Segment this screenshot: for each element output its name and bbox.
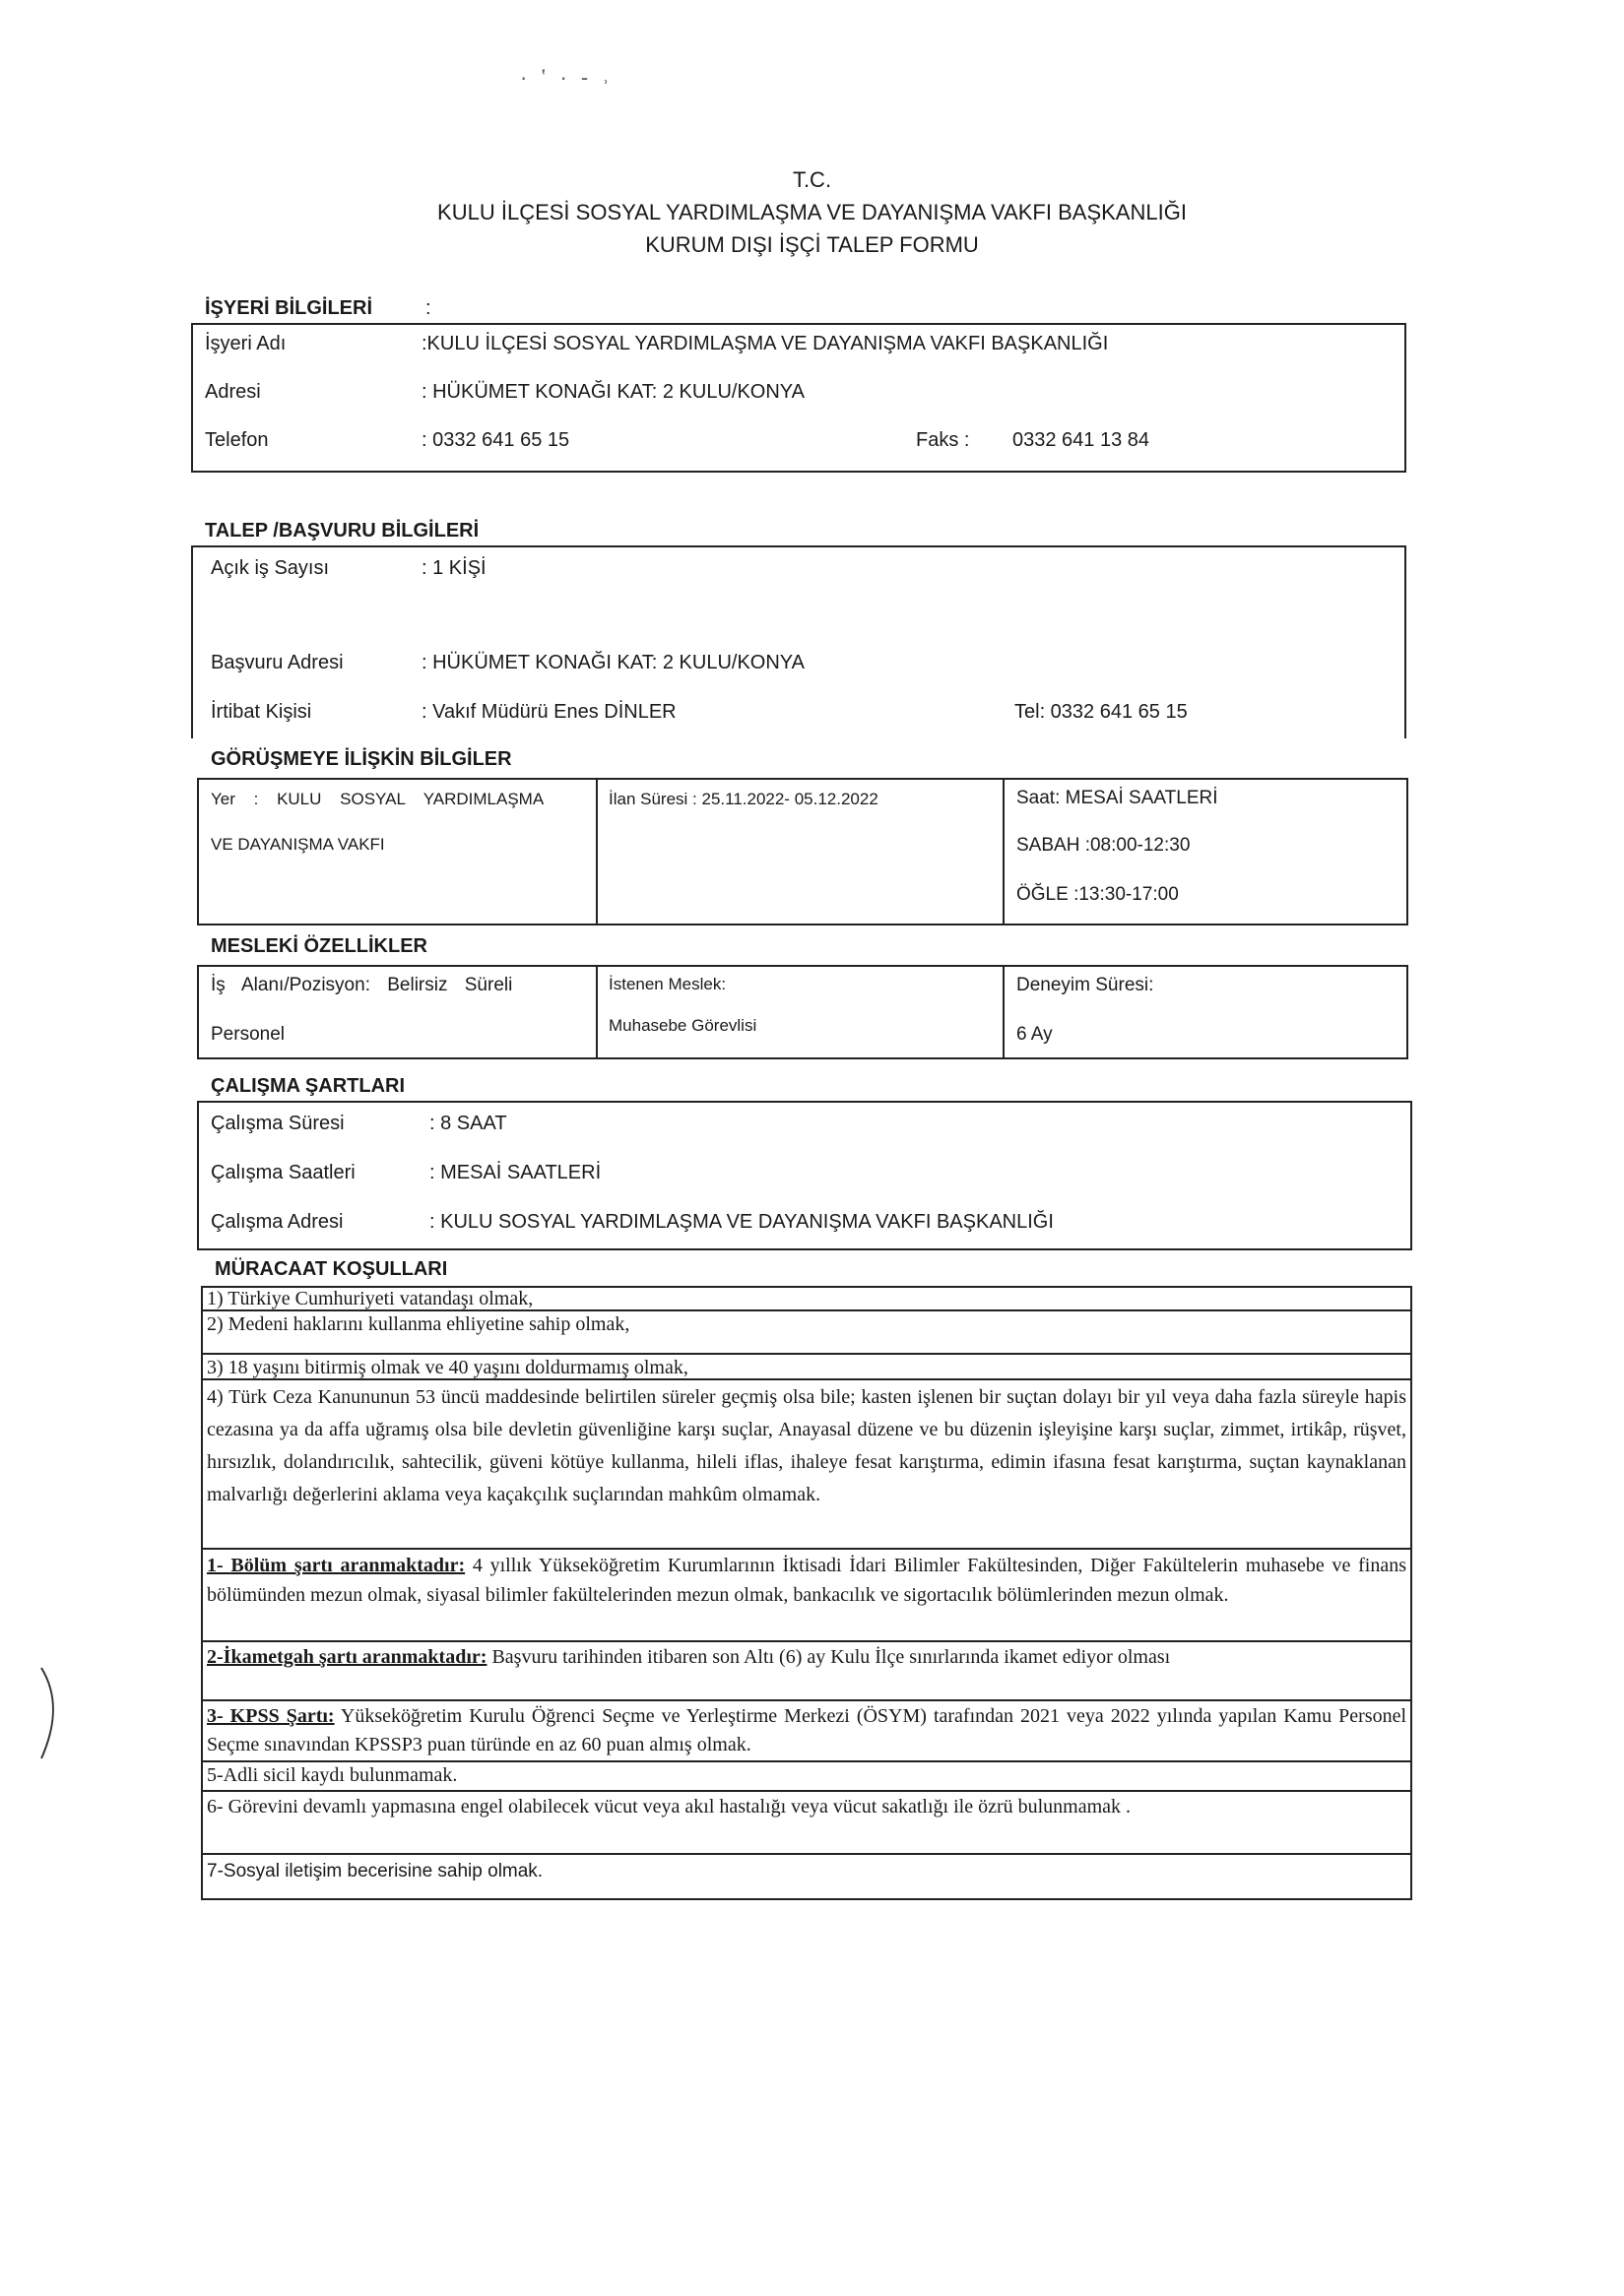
calisma-address-value: : KULU SOSYAL YARDIMLAŞMA VE DAYANIŞMA VAKFI BAŞKANLIĞI [429,1211,1054,1233]
talep-address-label: Başvuru Adresi [211,652,344,673]
condition-3 [201,1355,1412,1380]
requirement-criminal-record-text: 5-Adli sicil kaydı bulunmamak. [207,1764,458,1786]
isyeri-title-colon: : [425,297,431,319]
header-institution: KULU İLÇESİ SOSYAL YARDIMLAŞMA VE DAYANIŞMA VAKFI BAŞKANLIĞI [437,200,1187,224]
header-form-title: KURUM DIŞI İŞÇİ TALEP FORMU [645,232,979,257]
talep-address-value: : HÜKÜMET KONAĞI KAT: 2 KULU/KONYA [422,652,805,673]
gorusme-hours-title: Saat: MESAİ SAATLERİ [1016,788,1218,808]
condition-1-text: 1) Türkiye Cumhuriyeti vatandaşı olmak, [207,1288,534,1309]
isyeri-fax-label: Faks : [916,429,970,451]
muracaat-section-title: MÜRACAAT KOŞULLARI [215,1258,448,1280]
isyeri-phone-value: : 0332 641 65 15 [422,429,570,451]
talep-tel: Tel: 0332 641 65 15 [1014,701,1188,723]
condition-4 [201,1380,1412,1550]
calisma-hours-value: : MESAİ SAATLERİ [429,1162,602,1183]
isyeri-name-label: İşyeri Adı [205,333,287,354]
mesleki-position-line2: Personel [211,1024,285,1045]
header-tc: T.C. [792,167,832,192]
mesleki-experience-label: Deneyim Süresi: [1016,975,1154,995]
mesleki-position-line1: İş Alanı/Pozisyon: Belirsiz Süreli [211,975,513,995]
isyeri-section-title: İŞYERİ BİLGİLERİ [205,297,373,319]
isyeri-address-label: Adresi [205,381,261,403]
calisma-address-label: Çalışma Adresi [211,1211,344,1233]
isyeri-fax-value: 0332 641 13 84 [1012,429,1150,451]
requirement-communication [201,1855,1412,1898]
calisma-section-title: ÇALIŞMA ŞARTLARI [211,1075,406,1097]
gorusme-divider-2 [1003,778,1005,925]
requirement-communication-text: 7-Sosyal iletişim becerisine sahip olmak. [207,1861,544,1881]
isyeri-address-value: : HÜKÜMET KONAĞI KAT: 2 KULU/KONYA [422,381,805,403]
talep-contact-label: İrtibat Kişisi [211,701,312,723]
scan-smudge: · ‛ · ‐ ˒ [520,65,614,90]
requirement-criminal-record [201,1762,1412,1792]
condition-2-text: 2) Medeni haklarını kullanma ehliyetine sahip olmak, [207,1313,630,1335]
requirement-kpss [201,1701,1412,1762]
gorusme-place-line1: Yer : KULU SOSYAL YARDIMLAŞMA [211,790,545,808]
gorusme-divider-1 [596,778,598,925]
requirement-department [201,1550,1412,1642]
calisma-hours-label: Çalışma Saatleri [211,1162,356,1183]
requirement-kpss-heading: 3- KPSS Şartı: [207,1705,335,1727]
gorusme-section-title: GÖRÜŞMEYE İLİŞKİN BİLGİLER [211,748,512,770]
requirement-residence-text: Başvuru tarihinden itibaren son Altı (6) ay Kulu İlçe sınırlarında ikamet ediyor olması [491,1646,1171,1668]
requirement-residence-heading: 2-İkametgah şartı aranmaktadır: [207,1646,487,1668]
margin-bracket-mark [35,1664,65,1762]
calisma-duration-label: Çalışma Süresi [211,1113,345,1134]
mesleki-divider-2 [1003,965,1005,1059]
talep-open-jobs-label: Açık iş Sayısı [211,557,330,579]
isyeri-phone-label: Telefon [205,429,269,451]
talep-box [191,545,1406,738]
mesleki-experience-value: 6 Ay [1016,1024,1053,1045]
talep-open-jobs-value: : 1 KİŞİ [422,557,487,579]
gorusme-hours-morning: SABAH :08:00-12:30 [1016,835,1191,856]
requirement-health-text: 6- Görevini devamlı yapmasına engel olabilecek vücut veya akıl hastalığı veya vücut sakatlığı ile özrü bulunmamak . [207,1796,1132,1818]
mesleki-occupation-value: Muhasebe Görevlisi [609,1016,757,1035]
gorusme-place-line2: VE DAYANIŞMA VAKFI [211,835,385,854]
requirement-kpss-text: Yükseköğretim Kurulu Öğrenci Seçme ve Yerleştirme Merkezi (ÖSYM) tarafından 2021 veya 2022 yılında yapılan Kamu Personel Seçme sınavından KPSSP3 puan türünde en az 60 puan almış olmak. [207,1705,1407,1755]
condition-2 [201,1311,1412,1355]
condition-4-text: 4) Türk Ceza Kanununun 53 üncü maddesinde belirtilen süreler geçmiş olsa bile; kasten işlenen bir suçtan dolayı bir yıl veya daha fazla süreyle hapis cezasına ya da affa uğramış olsa bile devletin güvenliğine karşı suçlar, Anayasal düzene ve bu düzenin işleyişine karşı suçlar, zimmet, irtikâp, rüşvet, hırsızlık, dolandırıcılık, sahtecilik, güveni kötüye kullanma, hileli iflas, ihaleye fesat karıştırma, edimin ifasına fesat karıştırma, suçtan kaynaklanan malvarlığı değerlerini aklama veya kaçakçılık suçlarından mahkûm olmamak. [207,1386,1406,1505]
condition-1 [201,1286,1412,1311]
gorusme-hours-afternoon: ÖĞLE :13:30-17:00 [1016,884,1179,905]
requirement-department-text: 4 yıllık Yükseköğretim Kurumlarının İktisadi İdari Bilimler Fakültesinden, Diğer Fakültelerin muhasebe ve finans bölümünden mezun olmak, siyasal bilimler fakültelerinden mezun olmak, bankacılık ve sigortacılık bölümlerinden mezun olmak. [207,1555,1406,1606]
mesleki-divider-1 [596,965,598,1059]
condition-3-text: 3) 18 yaşını bitirmiş olmak ve 40 yaşını doldurmamış olmak, [207,1357,688,1378]
isyeri-name-value: :KULU İLÇESİ SOSYAL YARDIMLAŞMA VE DAYANIŞMA VAKFI BAŞKANLIĞI [422,333,1109,354]
requirement-residence [201,1642,1412,1701]
mesleki-section-title: MESLEKİ ÖZELLİKLER [211,935,427,957]
requirement-department-heading: 1- Bölüm şartı aranmaktadır: [207,1555,466,1576]
requirement-health [201,1792,1412,1855]
mesleki-occupation-label: İstenen Meslek: [609,975,727,993]
gorusme-announcement-period: İlan Süresi : 25.11.2022- 05.12.2022 [609,790,878,808]
talep-section-title: TALEP /BAŞVURU BİLGİLERİ [205,520,480,542]
calisma-duration-value: : 8 SAAT [429,1113,507,1134]
talep-contact-value: : Vakıf Müdürü Enes DİNLER [422,701,677,723]
